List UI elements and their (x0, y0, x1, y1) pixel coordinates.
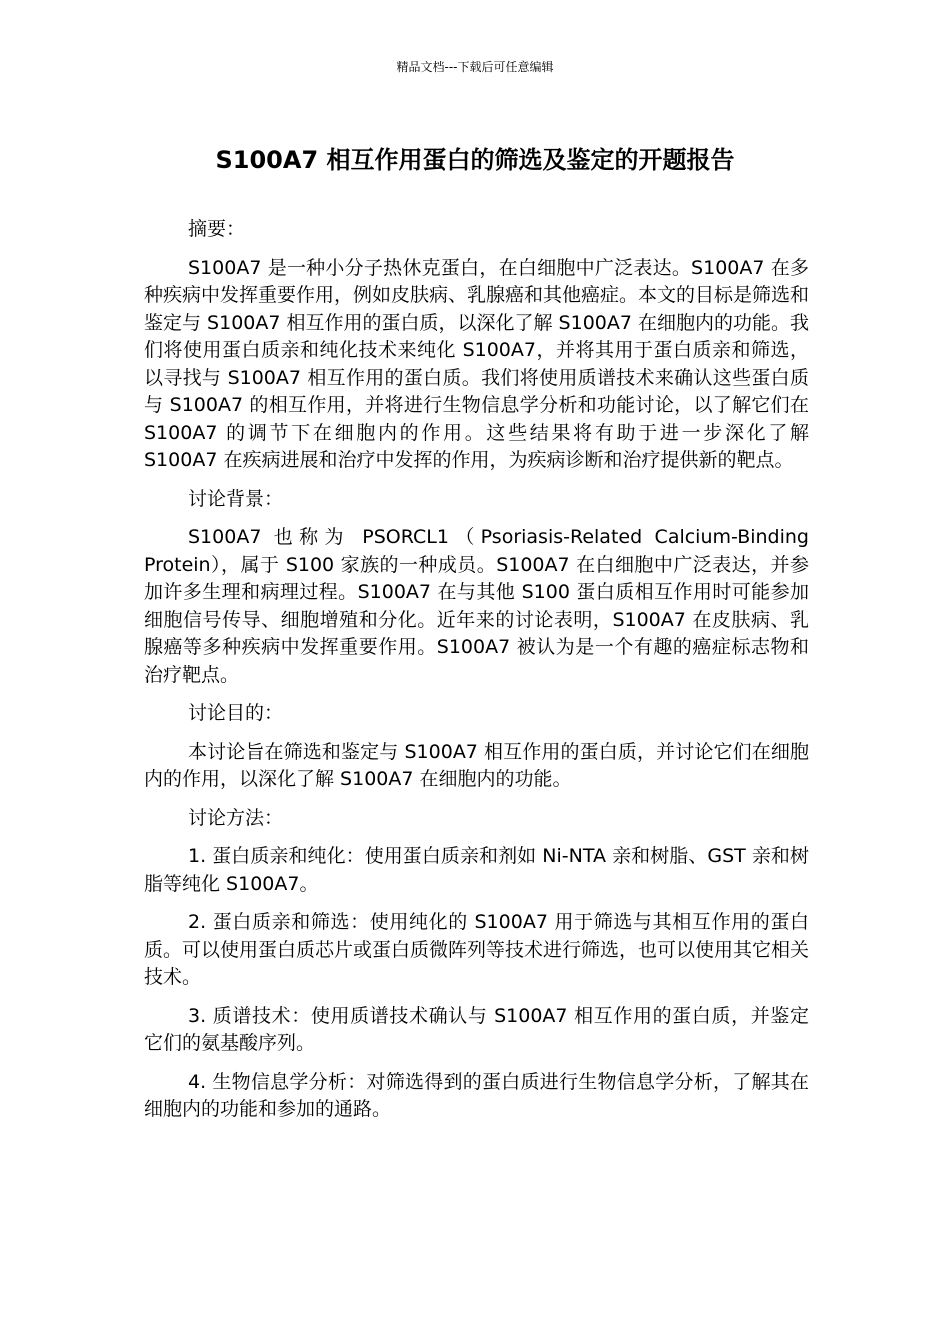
header-note: 精品文档---下载后可任意编辑 (396, 60, 554, 74)
background-heading: 讨论背景： (188, 487, 284, 510)
methods-item: 3. 质谱技术：使用质谱技术确认与 S100A7 相互作用的蛋白质，并鉴定它们的氨基酸序列。 (144, 1004, 809, 1054)
abstract-heading: 摘要： (188, 218, 246, 240)
methods-heading: 讨论方法： (188, 806, 284, 829)
document-body (144, 216, 809, 1135)
methods-item: 2. 蛋白质亲和筛选：使用纯化的 S100A7 用于筛选与其相互作用的蛋白质。可以使用蛋白质芯片或蛋白质微阵列等技术进行筛选，也可以使用其它相关技术。 (144, 911, 810, 988)
methods-item: 4. 生物信息学分析：对筛选得到的蛋白质进行生物信息学分析，了解其在细胞内的功能和参加的通路。 (144, 1070, 809, 1120)
purpose-heading: 讨论目的： (188, 702, 284, 724)
abstract-paragraph: S100A7 是一种小分子热休克蛋白，在白细胞中广泛表达。S100A7 在多种疾病中发挥重要作用，例如皮肤病、乳腺癌和其他癌症。本文的目标是筛选和鉴定与 S100A7 相互作用的蛋白质，以深化了解 S100A7 在细胞内的功能。我们将使用蛋白质亲和纯化技术来纯化 S100A7，并将其用于蛋白质亲和筛选，以寻找与 S100A7 相互作用的蛋白质。我们将使用质谱技术来确认这些蛋白质与 S100A7 的相互作用，并将进行生物信息学分析和功能讨论，以了解它们在 S100A7 的调节下在细胞内的作用。这些结果将有助于进一步深化了解 S100A7 在疾病进展和治疗中发挥的作用，为疾病诊断和治疗提供新的靶点。 (144, 256, 810, 471)
background-paragraph: S100A7 也称为 PSORCL1（Psoriasis-Related Calcium-Binding Protein），属于 S100 家族的一种成员。S100A7 在白细胞中广泛表达，并参加许多生理和病理过程。S100A7 在与其他 S100 蛋白质相互作用时可能参加细胞信号传导、细胞增殖和分化。近年来的讨论表明，S100A7 在皮肤病、乳腺癌等多种疾病中发挥重要作用。S100A7 被认为是一个有趣的癌症标志物和治疗靶点。 (144, 526, 809, 686)
document-title: S100A7 相互作用蛋白的筛选及鉴定的开题报告 (215, 146, 735, 174)
methods-item: 1. 蛋白质亲和纯化：使用蛋白质亲和剂如 Ni-NTA 亲和树脂、GST 亲和树脂等纯化 S100A7。 (144, 845, 809, 895)
purpose-paragraph: 本讨论旨在筛选和鉴定与 S100A7 相互作用的蛋白质，并讨论它们在细胞内的作用，以深化了解 S100A7 在细胞内的功能。 (144, 740, 809, 790)
